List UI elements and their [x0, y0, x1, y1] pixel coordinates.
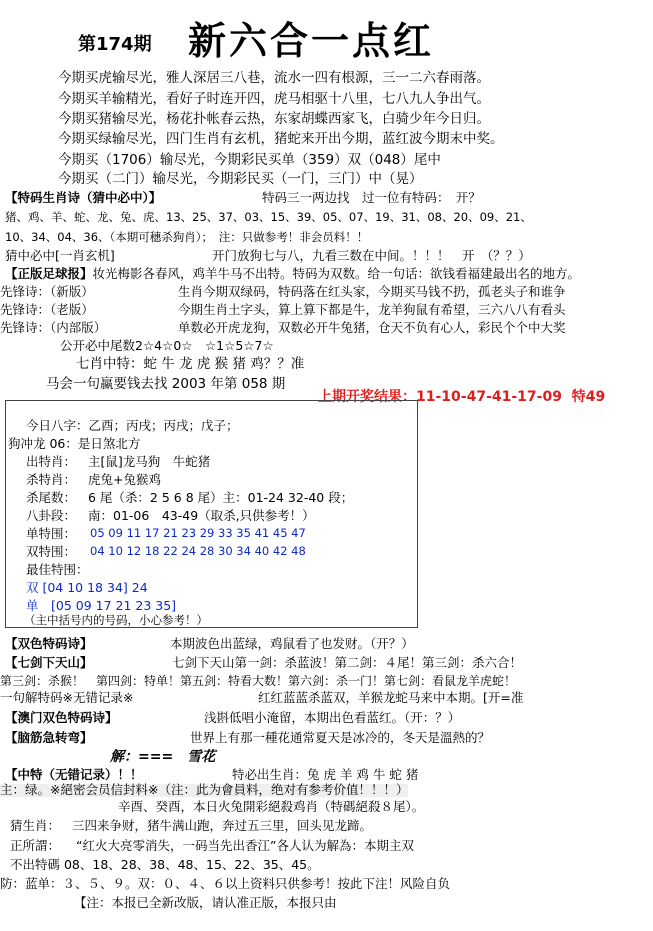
xianfeng-label-old: 先锋诗：（老版）	[0, 302, 94, 317]
xianfeng-text-inner: 单数必开虎龙狗，双数必开牛兔猪，仓天不负有心人，彩民个个中大奖	[178, 320, 566, 335]
last-result-label: 上期开奖结果：	[318, 389, 416, 405]
zhongte-header: 【中特（无错记录）！！	[5, 767, 143, 782]
zhengban-text: 妆光梅影各春风，鸡羊牛马不出特。特码为双数。给一句话：欲钱看福建最出名的地方。	[92, 266, 581, 281]
mahui-line: 马会一句赢要钱去找 2003 年第 058 期	[46, 376, 286, 392]
qijian-line-2: 第三剑：杀猴！ 第四剑：特单！第五剑：特看大数！第六剑：杀一门！第七剑：看鼠龙羊虎蛇！	[0, 674, 517, 688]
shuang-numbers: 04 10 12 18 22 24 28 30 34 40 42 48	[90, 544, 306, 558]
bagua-label: 八卦段：	[26, 508, 77, 523]
chu-value: 主[鼠]龙马狗 牛蛇猪	[88, 454, 211, 469]
xianfeng-label-inner: 先锋诗：（内部版）	[0, 320, 107, 335]
xianfeng-text-old: 今期生肖土字头，算上算下都是牛，龙羊狗鼠有希望，三六八八有看头	[178, 302, 566, 317]
dan-numbers: 05 09 11 17 21 23 29 33 35 41 45 47	[90, 526, 306, 540]
fang-line: 防：蓝单：３、５、９。双：０、４、６以上资料只供参考！按此下注！风险自负	[0, 876, 451, 891]
buchu-line: 不出特碼 08、18、28、38、48、15、22、35、45。	[10, 857, 320, 872]
intro-line-3: 今期买猪输尽光，杨花扑帐春云热，东家胡蝶西家飞，白骑少年今日归。	[58, 111, 490, 127]
qijian-text: 七剑下天山第一剑：杀蓝波！第二剑：４尾！第三剑：杀六合！	[172, 655, 523, 670]
intro-line-4: 今期买绿输尽光，四门生肖有玄机，猪蛇来开出今期，蓝红波今期末中奖。	[58, 131, 504, 147]
sha-value: 虎兔+兔猴鸡	[88, 472, 161, 487]
xianfeng-text-new: 生肖今期双绿码，特码落在红头家，今期买马钱不扔，孤老头子和谁争	[178, 284, 566, 299]
zhongte-xinyou: 辛酉、癸酉，本日火兔開彩絕殺鸡肖（特碼絕殺８尾）。	[118, 799, 425, 814]
tema-numbers-line: 猪、鸡、羊、蛇、龙、兔、虎、13、25、37、03、15、39、05、07、19、31、08、20、09、21、	[5, 210, 532, 224]
yixuanji-text: 开门放狗七与八，九看三数在中间。！！！ 开 （？？）	[212, 248, 531, 263]
zhengsuo-label: 正所謂：	[10, 838, 61, 853]
tema-numbers-line-2: 10、34、04、36、（本期可穗杀狗肖）； 注：只做参考！非会员料！！	[5, 230, 369, 244]
sha-label: 杀特肖：	[26, 472, 77, 487]
shuangse-header: 【双色特码诗】	[5, 636, 93, 651]
best-shuang: 双 [04 10 18 34] 24	[26, 580, 148, 595]
last-result-numbers: 11-10-47-41-17-09	[416, 389, 562, 405]
xianfeng-label-new: 先锋诗：（新版）	[0, 284, 94, 299]
yiju-text: 红红蓝蓝杀蓝双，羊猴龙蛇马来中本期。[开=准	[258, 690, 524, 705]
dan-label: 单特围：	[26, 526, 77, 541]
chong-line: 狗冲龙 06：是日煞北方	[8, 436, 141, 451]
intro-line-1: 今期买虎输尽光，雅人深居三八巷，流水一四有根源，三一二六春雨落。	[58, 70, 490, 86]
box-note: （主中括号内的号码，小心参考！）	[24, 613, 208, 627]
best-dan: 单 [05 09 17 21 23 35]	[26, 598, 177, 613]
naojin-answer: 解：=== 雪花	[110, 749, 216, 765]
caisheng-text: 三四来争财，猪牛满山跑，奔过五三里，回头见龙蹄。	[72, 818, 373, 833]
naojin-text: 世界上有那一種花通常夏天是冰冷的，冬天是溫熱的？	[190, 730, 491, 745]
bazi-line: 今日八字：乙酉；丙戌；丙戌；戊子；	[26, 418, 239, 433]
shawei-value: 6 尾（杀：2 5 6 8 尾）主：01-24 32-40 段；	[88, 490, 354, 505]
paper-title: 新六合一点红	[188, 18, 435, 63]
issue-number: 第174期	[78, 34, 152, 55]
chu-label: 出特肖：	[26, 454, 77, 469]
yiju-label: 一句解特码※无错记录※	[0, 690, 134, 705]
qijian-header: 【七剑下天山】	[5, 655, 93, 670]
tema-poem-text: 特码三一两边找 过一位有特码： 开？	[262, 190, 481, 205]
zhengban-line	[5, 268, 580, 281]
qixiao-line: 七肖中特：蛇 牛 龙 虎 猴 猪 鸡？？准	[76, 356, 305, 372]
zhongte-zhu: 主：绿。※絕密会员信封料※（注：此为會員料，绝对有参考价值！！！）	[0, 782, 409, 797]
shuangse-text: 本期波色出蓝绿，鸡鼠看了也发财。（开？）	[170, 636, 414, 651]
footer-note: 【注：本报已全新改版，请认准正版，本报只由	[74, 895, 337, 910]
intro-line-2: 今期买羊输精光，看好子时连开四，虎马相驱十八里，七八九人争出气。	[58, 91, 490, 107]
tema-poem-header: 【特码生肖诗（猜中必中）】	[5, 190, 162, 205]
zhengban-header: 【正版足球报】	[5, 266, 93, 281]
naojin-header: 【脑筋急转弯】	[5, 730, 93, 745]
shuang-label: 双特围：	[26, 544, 77, 559]
intro-line-6: 今期买（二门）输尽光，今期彩民买（一门，三门）中（晃）	[58, 171, 423, 187]
intro-line-5: 今期买（1706）输尽光，今期彩民买单（359）双（048）尾中	[58, 152, 441, 168]
caisheng-label: 猜生肖：	[10, 818, 61, 833]
zhengsuo-text: “红火大亮零消失，一码当先出香江”各人认为解為：本期主双	[76, 838, 414, 853]
aomen-header: 【澳门双色特码诗】	[5, 710, 118, 725]
bagua-value: 南：01-06 43-49（取杀,只供参考！）	[88, 508, 315, 523]
last-result-special: 特49	[571, 389, 606, 405]
yixuanji-label: 猜中必中[一肖玄机]	[5, 248, 115, 263]
best-label: 最佳特围：	[26, 562, 89, 577]
tail-number-line: 公开必中尾数2☆4☆0☆ ☆1☆5☆7☆	[60, 338, 274, 353]
zhongte-text: 特必出生肖：兔 虎 羊 鸡 牛 蛇 猪	[232, 767, 419, 782]
shawei-label: 杀尾数：	[26, 490, 77, 505]
aomen-text: 浅斟低唱小淹留，本期出色看蓝红。（开：？）	[204, 710, 461, 725]
